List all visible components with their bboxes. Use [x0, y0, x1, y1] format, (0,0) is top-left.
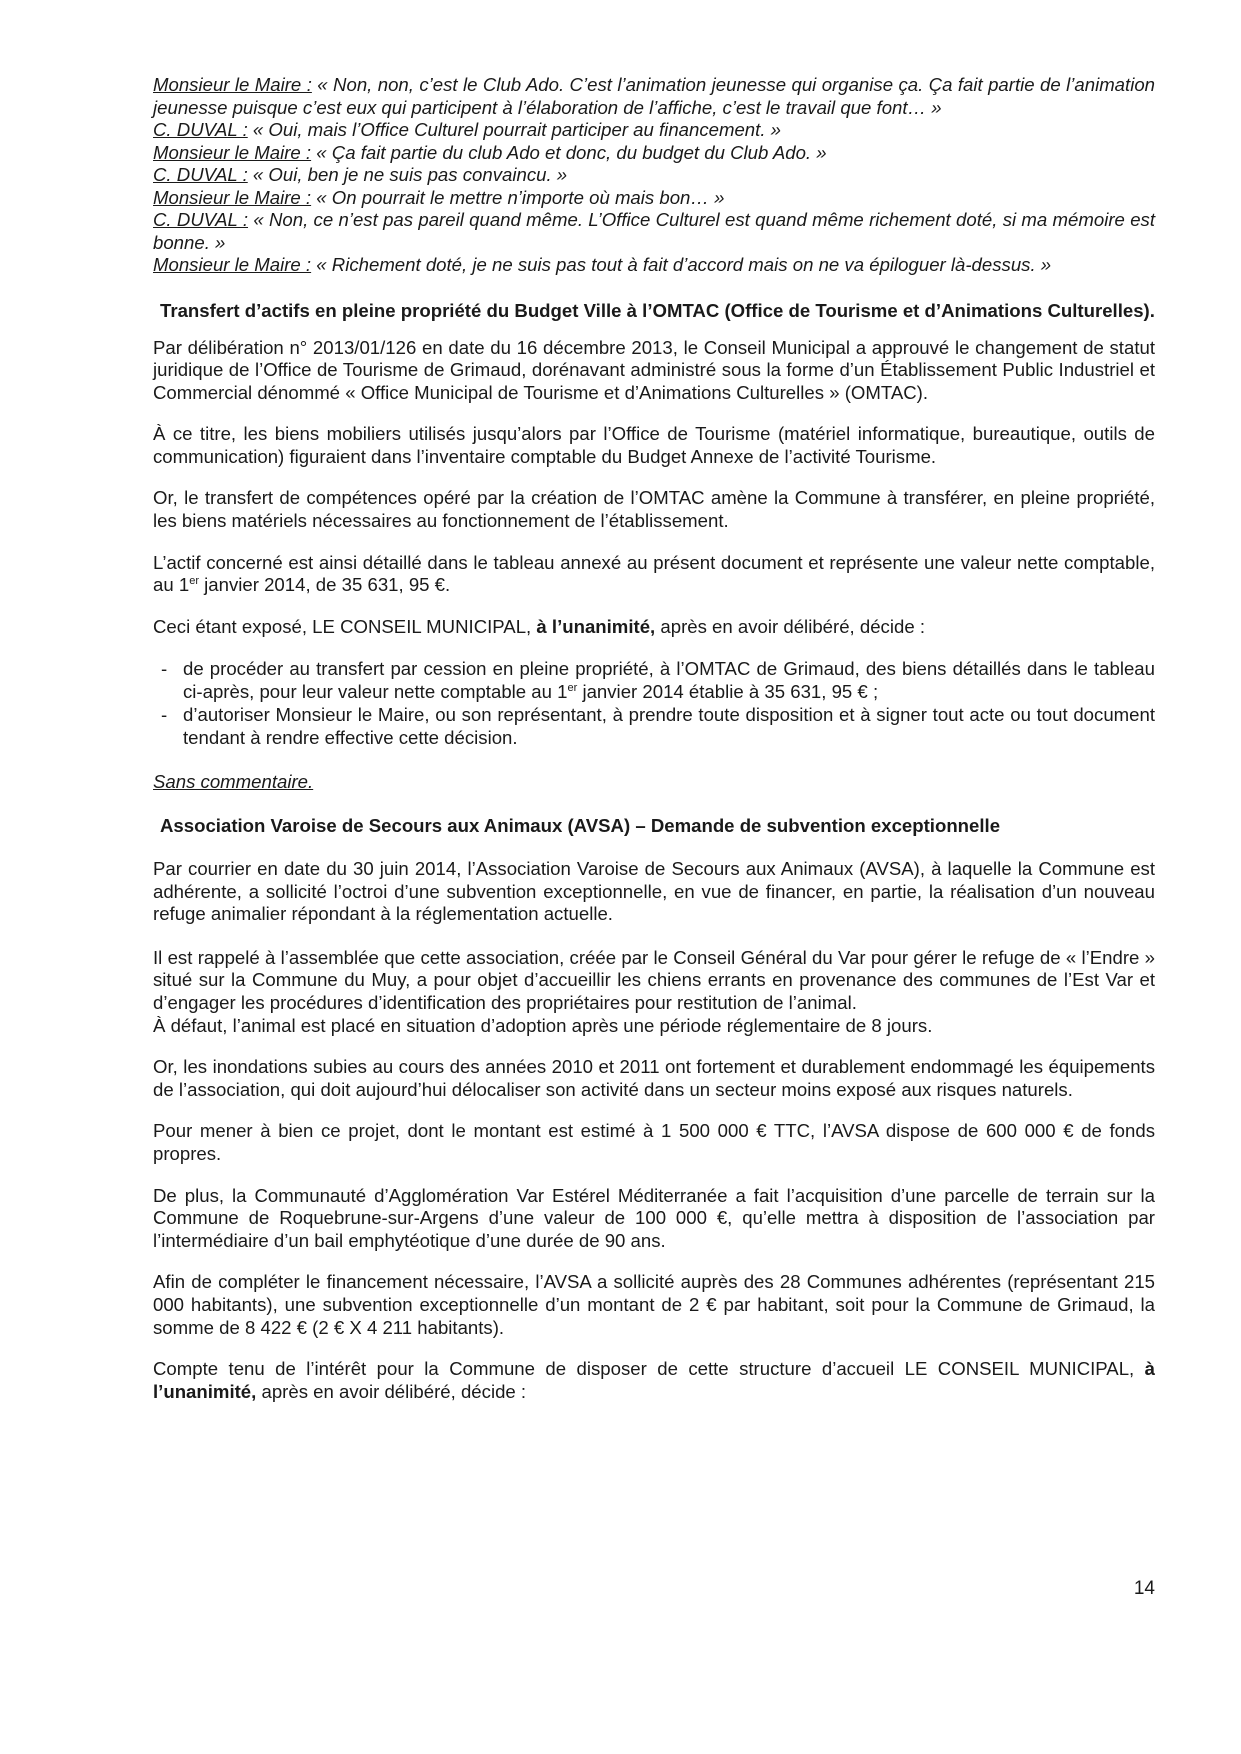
- paragraph: De plus, la Communauté d’Agglomération Var Estérel Méditerranée a fait l’acquisition d’une parcelle de terrain sur la Commune de Roquebrune-sur-Argens d’une valeur de 100 000 €, qu’elle mettra à disposition de l’association par l’intermédiaire d’un bail emphytéotique d’une durée de 90 ans.: [153, 1184, 1155, 1251]
- dialogue-line: [153, 187, 1155, 210]
- speaker-label: C. DUVAL :: [153, 209, 249, 230]
- list-item-text: de procéder au transfert par cession en pleine propriété, à l’OMTAC de Grimaud, des biens détaillés dans le tableau ci-après, pour leur valeur nette comptable au 1: [183, 658, 1155, 703]
- dialogue-text: « Oui, mais l’Office Culturel pourrait participer au financement. »: [247, 119, 781, 140]
- paragraph: Par courrier en date du 30 juin 2014, l’Association Varoise de Secours aux Animaux (AVSA), à laquelle la Commune est adhérente, a sollicité l’octroi d’une subvention exceptionnelle, en vue de financer, en partie, la réalisation d’un nouveau refuge animalier répondant à la réglementation actuelle.: [153, 858, 1155, 925]
- paragraph: Pour mener à bien ce projet, dont le montant est estimé à 1 500 000 € TTC, l’AVSA dispose de 600 000 € de fonds propres.: [153, 1120, 1155, 1164]
- list-dash: -: [161, 704, 168, 726]
- paragraph: À ce titre, les biens mobiliers utilisés jusqu’alors par l’Office de Tourisme (matériel informatique, bureautique, outils de communication) figuraient dans l’inventaire comptable du Budget Annexe de l’activité Tourisme.: [153, 423, 1155, 467]
- paragraph: À défaut, l’animal est placé en situation d’adoption après une période réglementaire de 8 jours.: [153, 1014, 933, 1036]
- paragraph-text: après en avoir délibéré, décide :: [655, 615, 925, 637]
- paragraph-text: Compte tenu de l’intérêt pour la Commune de disposer de cette structure d’accueil LE CONSEIL MUNICIPAL,: [153, 1358, 1145, 1380]
- dialogue-text: « On pourrait le mettre n’importe où mais bon… »: [311, 186, 725, 208]
- dialogue-text: « Ça fait partie du club Ado et donc, du budget du Club Ado. »: [311, 141, 827, 163]
- paragraph: Or, le transfert de compétences opéré par la création de l’OMTAC amène la Commune à transférer, en pleine propriété, les biens matériels nécessaires au fonctionnement de l’établissement.: [153, 487, 1155, 532]
- dialogue-text: « Non, non, c’est le Club Ado. C’est l’animation jeunesse qui organise ça. Ça fait partie de l’animation jeunesse puisque c’est eux qui participent à l’élaboration de l’affiche, c’est le travail que font… »: [153, 74, 1156, 118]
- list-item: [153, 657, 1155, 703]
- list-item: [153, 703, 1155, 749]
- speaker-label: Monsieur le Maire :: [153, 74, 312, 95]
- section-title-omtac: Transfert d’actifs en pleine propriété du Budget Ville à l’OMTAC (Office de Tourisme et d’Animations Culturelles).: [160, 299, 1155, 321]
- dialogue-text: « Oui, ben je ne suis pas convaincu. »: [247, 164, 568, 185]
- dialogue-line: [153, 209, 1155, 254]
- dialogue-text: « Non, ce n’est pas pareil quand même. L’Office Culturel est quand même richement doté, si ma mémoire est bonne. »: [153, 209, 1155, 253]
- dialogue-line: [153, 74, 1155, 119]
- dialogue-block: [153, 74, 1155, 277]
- dialogue-line: [153, 119, 1155, 142]
- paragraph: Par délibération n° 2013/01/126 en date du 16 décembre 2013, le Conseil Municipal a approuvé le changement de statut juridique de l’Office de Tourisme de Grimaud, dorénavant administré sous la forme d’un Établissement Public Industriel et Commercial dénommé « Office Municipal de Tourisme et d’Animations Culturelles » (OMTAC).: [153, 336, 1155, 403]
- page-number: 14: [1133, 1578, 1155, 1599]
- paragraph: [153, 552, 1155, 597]
- paragraph: Il est rappelé à l’assemblée que cette association, créée par le Conseil Général du Var pour gérer le refuge de « l’Endre » situé sur la Commune du Muy, a pour objet d’accueillir les chiens errants en provenance des communes de l’Est Var et d’engager les procédures d’identification des propriétaires pour restitution de l’animal.: [153, 946, 1155, 1013]
- list-item-text: d’autoriser Monsieur le Maire, ou son représentant, à prendre toute disposition et à signer tout acte ou tout document tendant à rendre effective cette décision.: [183, 704, 1155, 749]
- decision-intro: [153, 1358, 1155, 1403]
- speaker-label: C. DUVAL :: [153, 164, 248, 185]
- speaker-label: C. DUVAL :: [153, 119, 248, 140]
- speaker-label: Monsieur le Maire :: [153, 254, 312, 275]
- paragraph-text: L’actif concerné est ainsi détaillé dans le tableau annexé au présent document et représente une valeur nette comptable, au 1: [153, 551, 1155, 596]
- speaker-label: Monsieur le Maire :: [153, 186, 312, 208]
- list-item-text: janvier 2014 établie à 35 631, 95 € ;: [577, 681, 879, 703]
- superscript: er: [189, 575, 199, 588]
- dialogue-line: [153, 164, 1155, 187]
- paragraph-text: après en avoir délibéré, décide :: [256, 1380, 527, 1402]
- bold-text: à l’unanimité,: [536, 615, 656, 637]
- paragraph-text: janvier 2014, de 35 631, 95 €.: [198, 574, 451, 596]
- paragraph: Afin de compléter le financement nécessaire, l’AVSA a sollicité auprès des 28 Communes adhérentes (représentant 215 000 habitants), une subvention exceptionnelle d’un montant de 2 € par habitant, soit pour la Commune de Grimaud, la somme de 8 422 € (2 € X 4 211 habitants).: [153, 1271, 1155, 1338]
- speaker-label: Monsieur le Maire :: [153, 141, 312, 163]
- list-dash: -: [161, 658, 168, 680]
- section-title-avsa: Association Varoise de Secours aux Animaux (AVSA) – Demande de subvention exceptionnelle: [160, 815, 1001, 837]
- dialogue-line: [153, 142, 1155, 165]
- dialogue-line: [153, 254, 1155, 277]
- bold-text: à l’unanimité,: [153, 1358, 1155, 1402]
- paragraph: Or, les inondations subies au cours des années 2010 et 2011 ont fortement et durablement endommagé les équipements de l’association, qui doit aujourd’hui délocaliser son activité dans un secteur moins exposé aux risques naturels.: [153, 1056, 1155, 1100]
- note-sans-commentaire: Sans commentaire.: [153, 771, 314, 793]
- dialogue-text: « Richement doté, je ne suis pas tout à fait d’accord mais on ne va épiloguer là-dessus. »: [311, 254, 1052, 275]
- decision-list: [153, 657, 1155, 749]
- paragraph-text: Ceci étant exposé, LE CONSEIL MUNICIPAL,: [153, 615, 537, 637]
- decision-intro: [153, 616, 1155, 639]
- superscript: er: [567, 682, 578, 695]
